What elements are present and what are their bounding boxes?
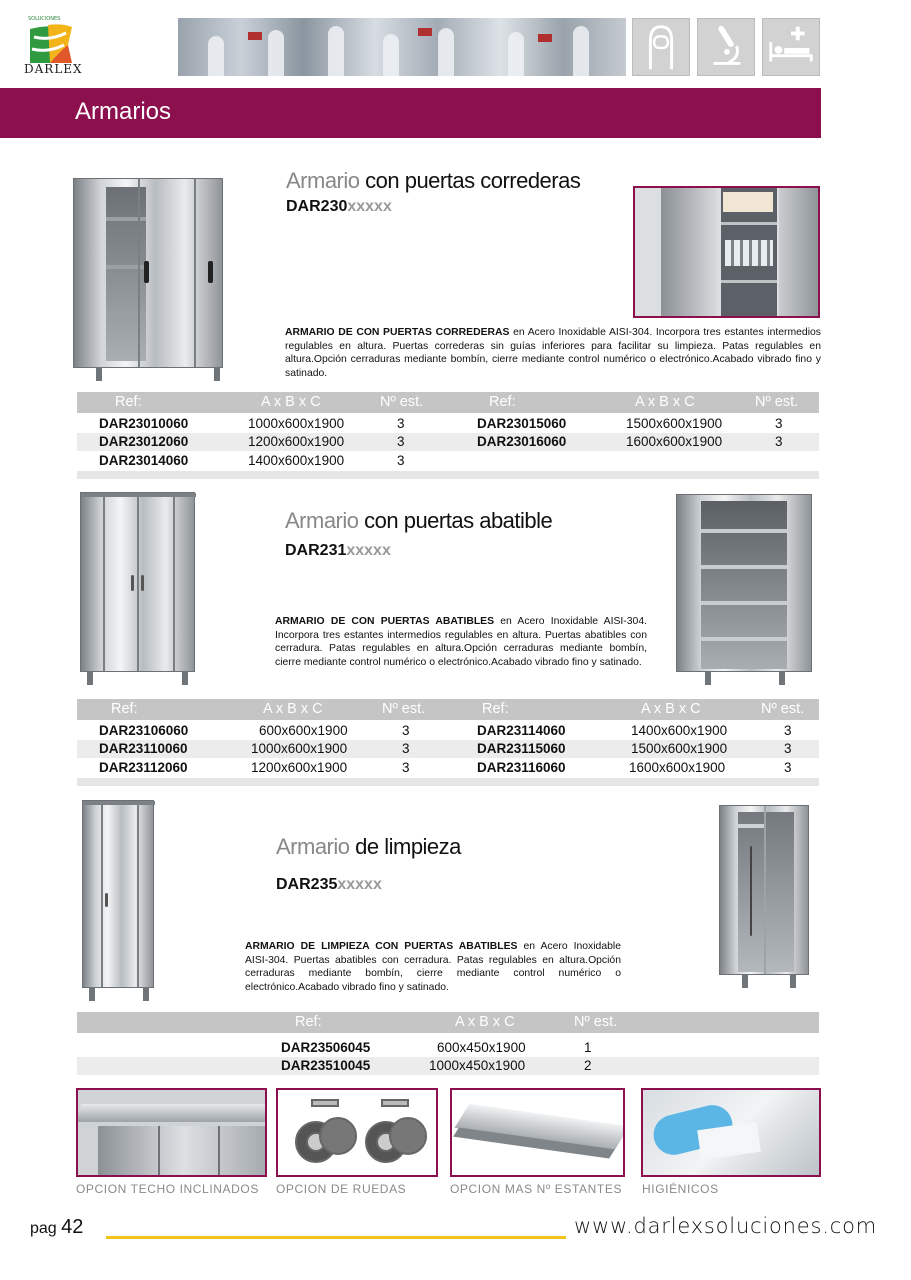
option-label: HIGIÉNICOS — [642, 1182, 719, 1196]
option-label: OPCION DE RUEDAS — [276, 1182, 407, 1196]
website-link[interactable]: www.darlexsoluciones.com — [574, 1214, 877, 1238]
page-number: pag 42 — [30, 1216, 84, 1238]
hospital-bed-icon — [762, 18, 820, 76]
table-header: Ref: A x B x C Nº est. Ref: A x B x C Nº est. — [77, 699, 819, 720]
product-description: ARMARIO DE CON PUERTAS CORREDERAS en Acero Inoxidable AISI-304. Incorpora tres estantes intermedios regulables en altura. Puertas correderas sin guías inferiores para facilitar su limpieza. Patas regulables en altura.Opción cerraduras mediante bombín, cierre mediante control numérico o electrónico.Acabado vibrado fino y satinado. — [285, 327, 821, 379]
option-wheels-photo — [276, 1088, 438, 1177]
microscope-icon — [697, 18, 755, 76]
section-title-bar — [0, 88, 821, 138]
logo-wordmark: DARLEX — [24, 62, 83, 76]
product-code: DAR230xxxxx — [286, 198, 392, 215]
product-description: ARMARIO DE CON PUERTAS ABATIBLES en Acero Inoxidable AISI-304. Incorpora tres estantes intermedios regulables en altura. Puertas abatibles con cerradura. Patas regulables en altura.Opción cerraduras mediante bombín, cierre mediante control numérico o electrónico.Acabado vibrado fino y satinado. — [275, 616, 647, 668]
section-title: Armarios — [75, 98, 172, 125]
product-code: DAR235xxxxx — [276, 876, 382, 893]
product-title: Armario con puertas correderas — [286, 168, 581, 193]
table-row: DAR23010060 1000x600x1900 3 DAR23015060 1500x600x1900 3 — [99, 416, 783, 431]
open-cabinet-photo — [633, 186, 820, 318]
open-hinged-cabinet-image — [676, 494, 812, 672]
darlex-logo — [22, 16, 83, 76]
option-sloped-roof-photo — [76, 1088, 267, 1177]
product-code: DAR231xxxxx — [285, 542, 391, 559]
table-separator — [77, 778, 819, 786]
table-row: DAR23110060 1000x600x1900 3 DAR23115060 1500x600x1900 3 — [77, 740, 819, 758]
option-label: OPCION TECHO INCLINADOS — [76, 1182, 259, 1196]
option-label: OPCION MAS Nº ESTANTES — [450, 1182, 623, 1196]
footer-divider — [106, 1236, 566, 1239]
sliding-door-cabinet-image — [73, 178, 223, 368]
hazmat-suit-icon — [632, 18, 690, 76]
option-extra-shelves-photo — [450, 1088, 625, 1177]
header-banner-photo — [178, 18, 626, 76]
table-separator — [77, 471, 819, 479]
open-cleaning-cabinet-image — [719, 805, 809, 975]
logo-tagline: SOLUCIONES — [28, 16, 61, 22]
table-header: Ref: A x B x C Nº est. Ref: A x B x C Nº est. — [77, 392, 819, 413]
table-row: DAR23506045 600x450x1900 1 — [281, 1040, 592, 1055]
product-description: ARMARIO DE LIMPIEZA CON PUERTAS ABATIBLES en Acero Inoxidable AISI-304. Puertas abatibles con cerradura. Patas regulables en altura.Opción cerraduras mediante bombín, cierre mediante control numérico o electrónico.Acabado vibrado fino y satinado. — [245, 941, 621, 993]
table-row: DAR23106060 600x600x1900 3 DAR23114060 1400x600x1900 3 — [99, 723, 792, 738]
table-row: DAR23510045 1000x450x1900 2 — [77, 1057, 819, 1075]
table-header: Ref: A x B x C Nº est. — [77, 1012, 819, 1033]
hinged-door-cabinet-image — [80, 492, 195, 672]
logo-mark-icon — [28, 23, 74, 67]
option-hygienic-photo — [641, 1088, 821, 1177]
product-title: Armario con puertas abatible — [285, 508, 553, 533]
table-row: DAR23014060 1400x600x1900 3 — [99, 453, 405, 468]
product-title: Armario de limpieza — [276, 834, 461, 859]
cleaning-cabinet-image — [82, 800, 154, 988]
table-row: DAR23012060 1200x600x1900 3 DAR23016060 1600x600x1900 3 — [77, 433, 819, 451]
table-row: DAR23112060 1200x600x1900 3 DAR23116060 1600x600x1900 3 — [99, 760, 792, 775]
